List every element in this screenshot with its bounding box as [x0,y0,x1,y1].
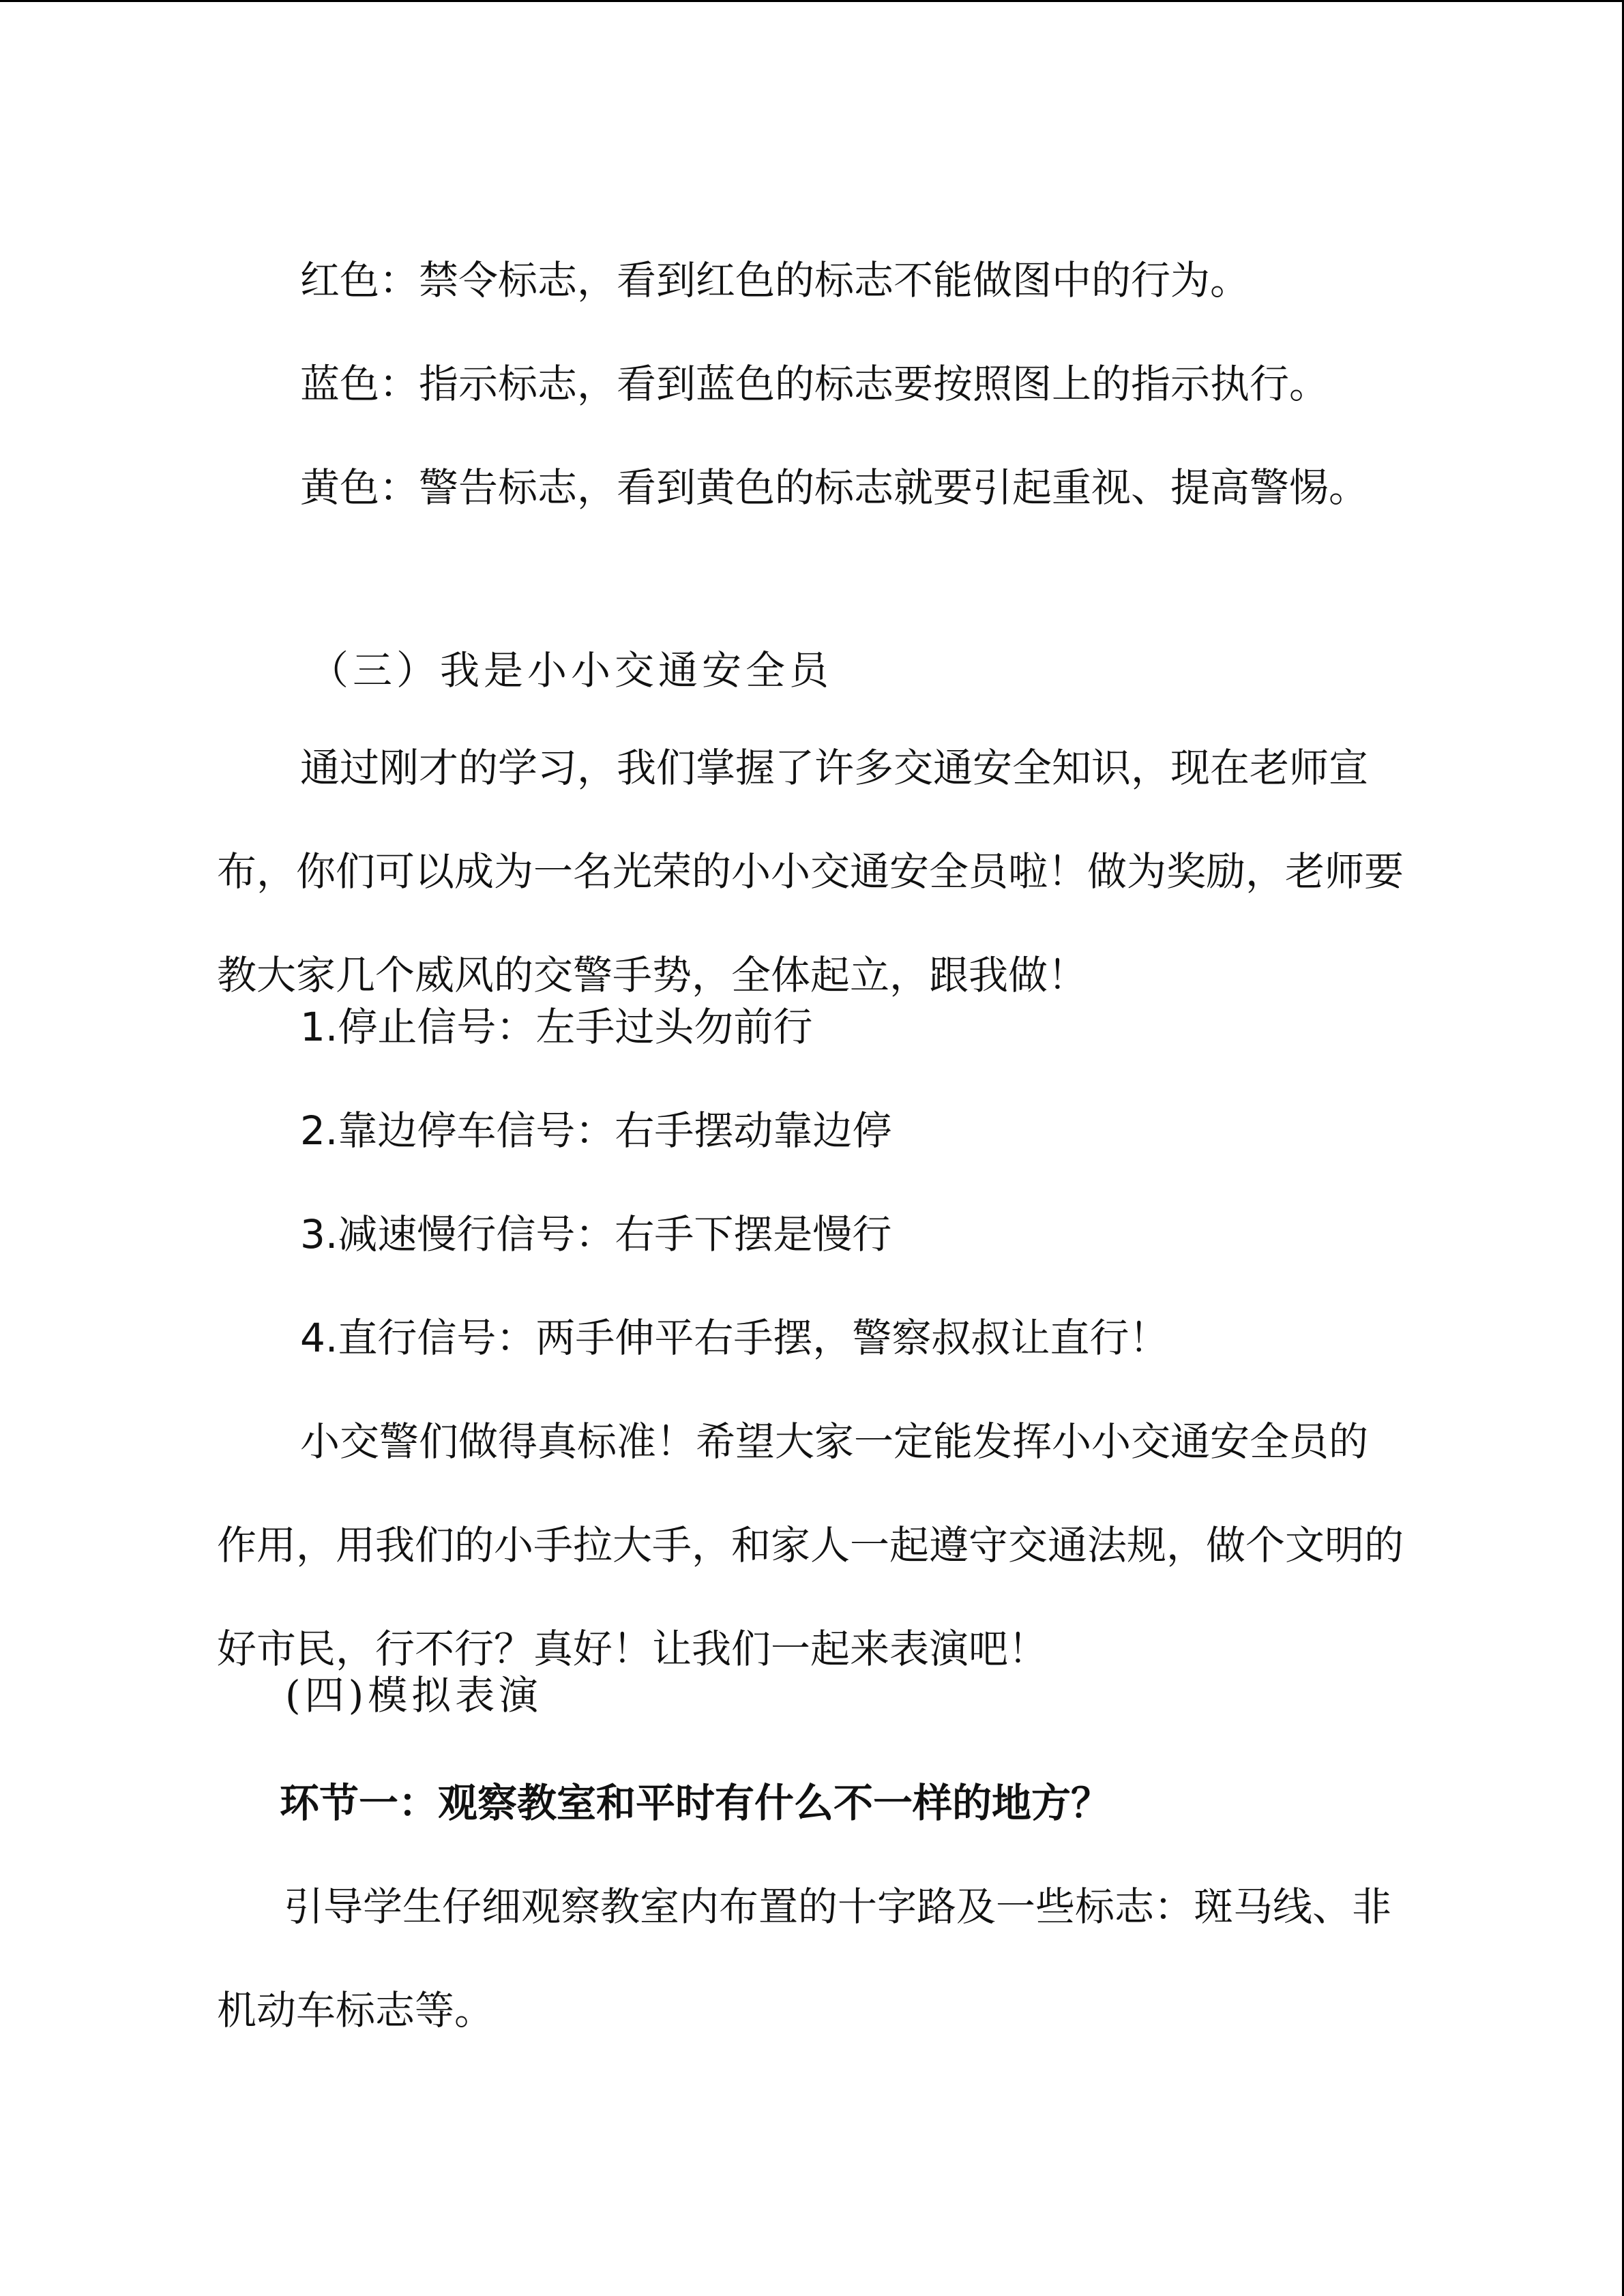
paragraph-observe-classroom: 引导学生仔细观察教室内布置的十字路及一些标志：斑马线、非机动车标志等。 [217,1883,1392,2033]
step-one-heading: 环节一：观察教室和平时有什么不一样的地方？ [280,1780,1111,1826]
paragraph-traffic-police-intro: 通过刚才的学习，我们掌握了许多交通安全知识，现在老师宣布，你们可以成为一名光荣的小小交通安全员啦！做为奖励，老师要教大家几个威风的交警手势，全体起立，跟我做！ [217,745,1404,998]
gesture-item-3: 3.减速慢行信号：右手下摆是慢行 [300,1211,892,1257]
paragraph-yellow-sign: 黄色：警告标志，看到黄色的标志就要引起重视、提高警惕。 [300,464,1369,511]
paragraph-blue-sign: 蓝色：指示标志，看到蓝色的标志要按照图上的指示执行。 [300,361,1329,407]
page-top-border [0,0,1624,2]
section-heading-4: (四)模拟表演 [285,1672,543,1718]
gesture-item-4: 4.直行信号：两手伸平右手摆，警察叔叔让直行！ [300,1315,1169,1361]
gesture-item-1: 1.停止信号：左手过头勿前行 [300,1004,813,1050]
section-heading-3: （三）我是小小交通安全员 [309,647,833,694]
paragraph-praise: 小交警们做得真标准！希望大家一定能发挥小小交通安全员的作用，用我们的小手拉大手，和家人一起遵守交通法规，做个文明的好市民，行不行？真好！让我们一起来表演吧！ [217,1418,1404,1672]
paragraph-red-sign: 红色：禁令标志，看到红色的标志不能做图中的行为。 [300,257,1250,303]
gesture-item-2: 2.靠边停车信号：右手摆动靠边停 [300,1107,892,1154]
